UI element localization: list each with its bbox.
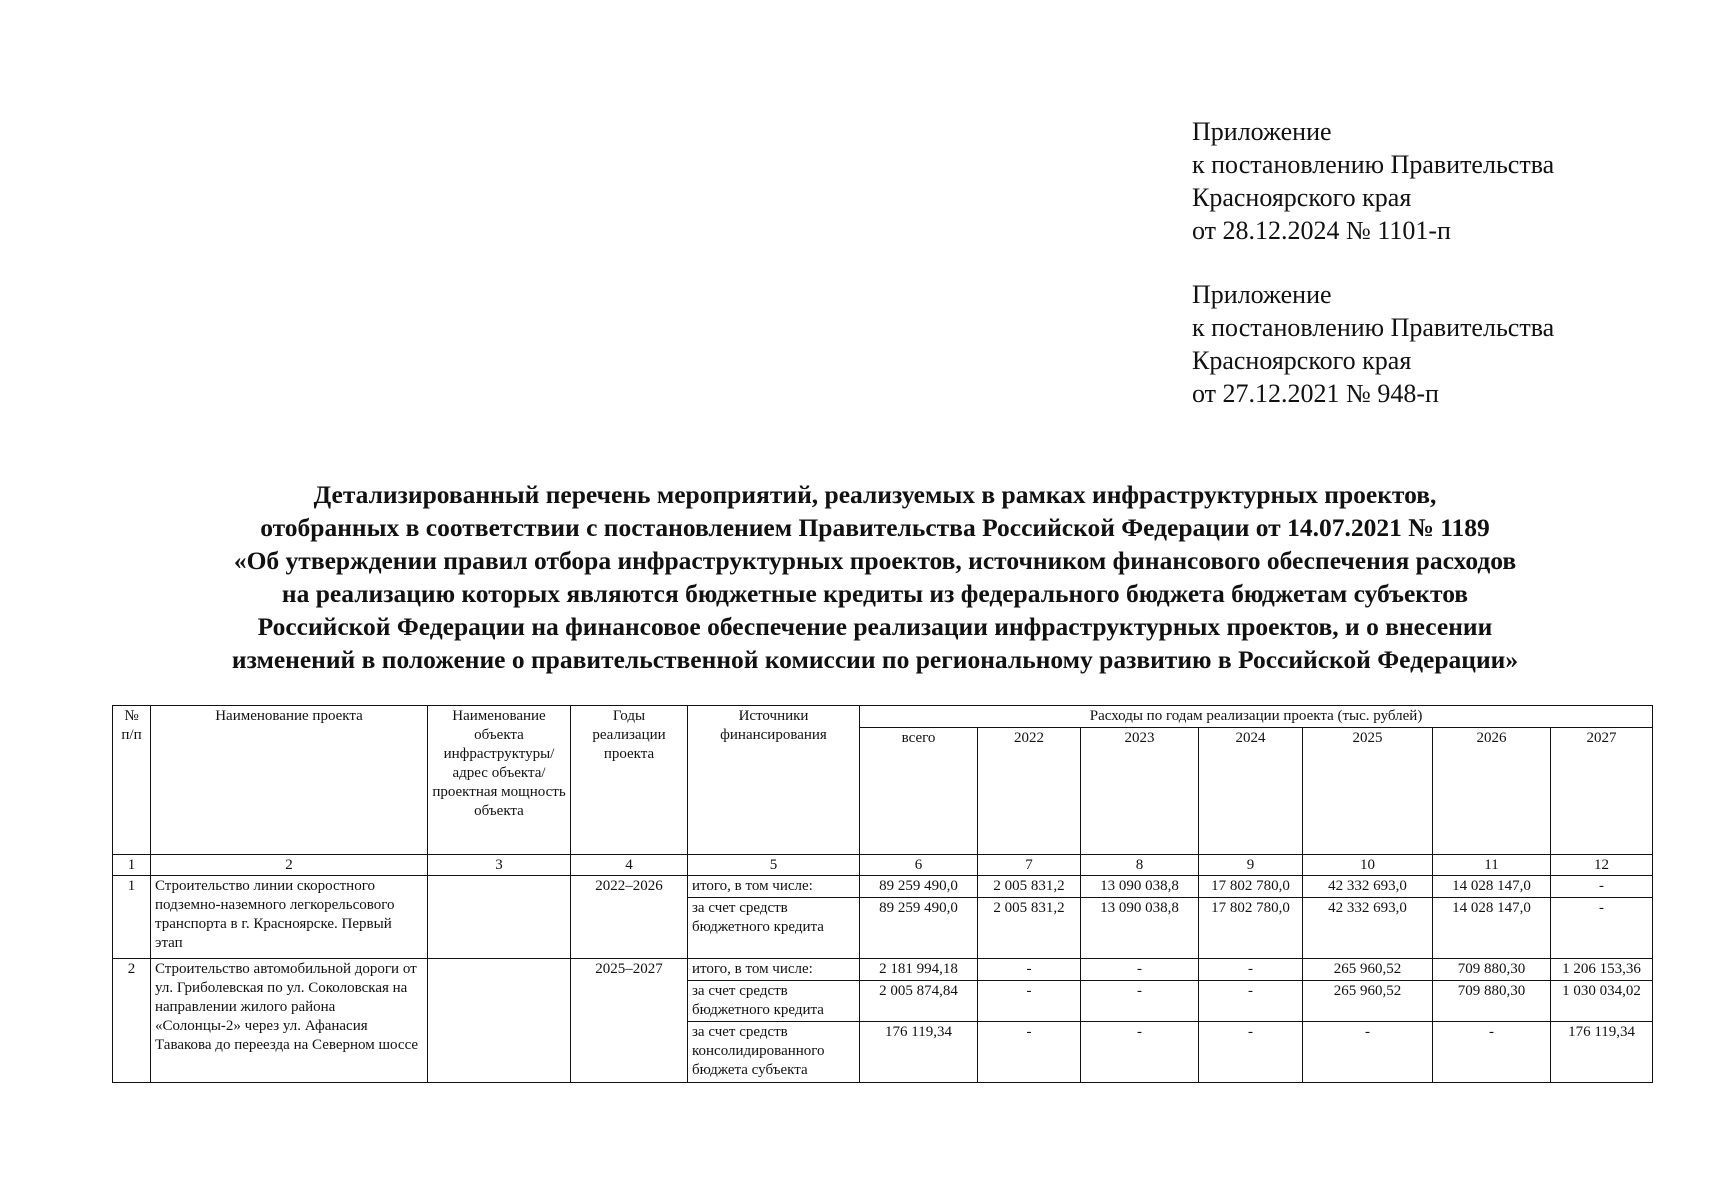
funding-source: итого, в том числе: [688,959,860,981]
appendix-block-original [1192,278,1554,410]
table-row [113,876,1653,898]
title-line: на реализацию которых являются бюджетные кредиты из федерального бюджета бюджетам субъектов [281,579,1469,608]
col-number: 12 [1551,855,1653,876]
project-name: Строительство автомобильной дороги от ул. Гриболевская по ул. Соколовская на направлении жилого района «Солонцы-2» через ул. Афанасия Тавакова до переезда на Северном шоссе [151,959,428,1083]
value-2026: 14 028 147,0 [1433,898,1551,959]
col-number: 11 [1433,855,1551,876]
value-2024: - [1199,959,1303,981]
value-2022: 2 005 831,2 [978,898,1081,959]
col-number: 10 [1303,855,1433,876]
value-total: 176 119,34 [860,1022,978,1083]
value-2023: 13 090 038,8 [1081,876,1199,898]
header-col-2022: 2022 [978,728,1081,855]
appendix-line: от 28.12.2024 № 1101-п [1192,216,1451,245]
col-number: 4 [571,855,688,876]
title-line: Российской Федерации на финансовое обеспечение реализации инфраструктурных проектов, и о внесении [257,612,1493,641]
header-col-2027: 2027 [1551,728,1653,855]
appendix-line: от 27.12.2021 № 948-п [1192,379,1439,408]
value-2024: 17 802 780,0 [1199,876,1303,898]
col-number: 7 [978,855,1081,876]
header-expenses-group: Расходы по годам реализации проекта (тыс. рублей) [860,706,1653,728]
value-2022: 2 005 831,2 [978,876,1081,898]
col-number: 6 [860,855,978,876]
title-line: Детализированный перечень мероприятий, реализуемых в рамках инфраструктурных проектов, [313,480,1437,509]
project-years: 2025–2027 [571,959,688,1083]
project-name: Строительство линии скоростного подземно-наземного легкорельсового транспорта в г. Красноярске. Первый этап [151,876,428,959]
value-2025: 42 332 693,0 [1303,898,1433,959]
project-object [428,959,571,1083]
value-2024: - [1199,981,1303,1022]
value-2026: 14 028 147,0 [1433,876,1551,898]
value-2025: 265 960,52 [1303,981,1433,1022]
title-line: изменений в положение о правительственной комиссии по региональному развитию в Российской Федерации» [231,645,1519,674]
value-2027: - [1551,876,1653,898]
value-2026: 709 880,30 [1433,959,1551,981]
value-2027: 1 206 153,36 [1551,959,1653,981]
appendix-line: к постановлению Правительства [1192,150,1555,179]
document-title [110,478,1640,676]
value-2027: 176 119,34 [1551,1022,1653,1083]
col-number: 8 [1081,855,1199,876]
value-2026: - [1433,1022,1551,1083]
value-2026: 709 880,30 [1433,981,1551,1022]
value-2023: - [1081,981,1199,1022]
header-col-2026: 2026 [1433,728,1551,855]
funding-source: за счет средств бюджетного кредита [688,898,860,959]
header-years: Годы реализации проекта [571,706,688,855]
col-number: 9 [1199,855,1303,876]
value-2025: 265 960,52 [1303,959,1433,981]
value-2027: - [1551,898,1653,959]
value-total: 2 005 874,84 [860,981,978,1022]
value-2027: 1 030 034,02 [1551,981,1653,1022]
header-col-2025: 2025 [1303,728,1433,855]
col-number: 3 [428,855,571,876]
table-row [113,959,1653,981]
header-row-1 [113,706,1653,728]
project-years: 2022–2026 [571,876,688,959]
title-line: отобранных в соответствии с постановлением Правительства Российской Федерации от 14.07.2021 № 1189 [260,513,1490,542]
value-2025: 42 332 693,0 [1303,876,1433,898]
value-2022: - [978,959,1081,981]
value-total: 89 259 490,0 [860,898,978,959]
title-line: «Об утверждении правил отбора инфраструктурных проектов, источником финансового обеспечения расходов [233,546,1517,575]
appendix-line: Красноярского края [1192,183,1412,212]
value-2023: - [1081,959,1199,981]
project-object [428,876,571,959]
value-2023: - [1081,1022,1199,1083]
header-col-total: всего [860,728,978,855]
header-col-2024: 2024 [1199,728,1303,855]
value-2022: - [978,1022,1081,1083]
value-2025: - [1303,1022,1433,1083]
project-no: 2 [113,959,151,1083]
value-2022: - [978,981,1081,1022]
appendix-line: Приложение [1192,280,1332,309]
projects-table [112,705,1653,1083]
header-sources: Источники финансирования [688,706,860,855]
project-no: 1 [113,876,151,959]
funding-source: за счет средств консолидированного бюджета субъекта [688,1022,860,1083]
funding-source: итого, в том числе: [688,876,860,898]
column-numbers-row [113,855,1653,876]
appendix-block-current [1192,115,1554,247]
value-2024: - [1199,1022,1303,1083]
value-total: 2 181 994,18 [860,959,978,981]
header-col-2023: 2023 [1081,728,1199,855]
col-number: 2 [151,855,428,876]
appendix-line: Приложение [1192,117,1332,146]
value-2024: 17 802 780,0 [1199,898,1303,959]
value-total: 89 259 490,0 [860,876,978,898]
header-project: Наименование проекта [151,706,428,855]
appendix-line: к постановлению Правительства [1192,313,1555,342]
header-no: № п/п [113,706,151,855]
col-number: 1 [113,855,151,876]
appendix-line: Красноярского края [1192,346,1412,375]
funding-source: за счет средств бюджетного кредита [688,981,860,1022]
header-object: Наименование объекта инфраструктуры/ адрес объекта/ проектная мощность объекта [428,706,571,855]
value-2023: 13 090 038,8 [1081,898,1199,959]
col-number: 5 [688,855,860,876]
